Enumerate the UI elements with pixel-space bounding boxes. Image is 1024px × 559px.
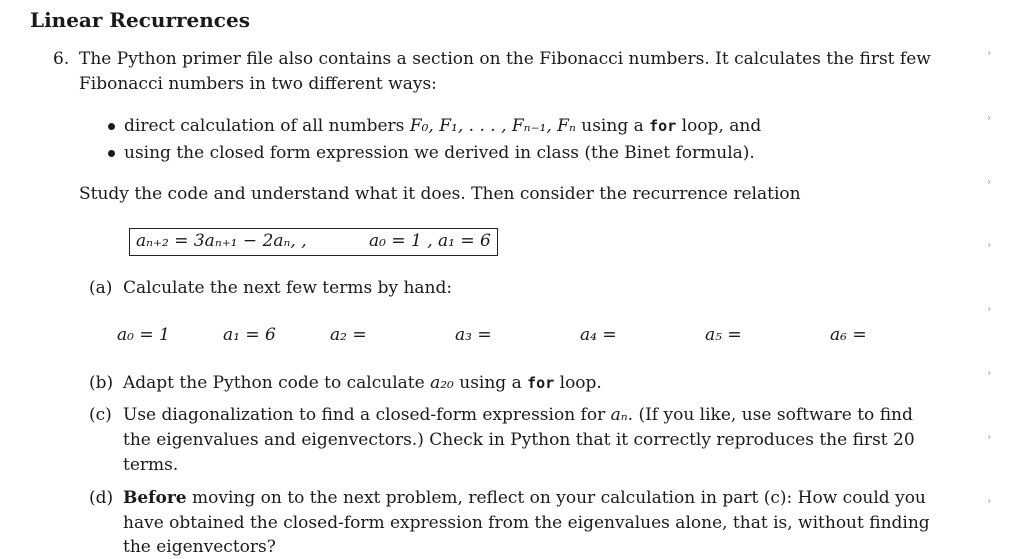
section-title: Linear Recurrences	[30, 8, 250, 32]
study-text: Study the code and understand what it does. Then consider the recurrence relation	[79, 184, 801, 204]
margin-arrow-icon: ›	[987, 175, 992, 188]
term-a0: a₀ = 1	[117, 325, 170, 345]
part-a-label: (a)	[89, 278, 113, 298]
part-d-bold: Before	[123, 488, 187, 508]
term-a5: a₅ =	[705, 325, 742, 345]
bullet-item-1	[124, 114, 761, 138]
part-c-line2: the eigenvalues and eigenvectors.) Check in Python that it correctly reproduces the first 20	[123, 430, 915, 450]
part-b-math: a₂₀	[430, 373, 454, 393]
bullet-dot	[108, 123, 115, 130]
part-b-text	[123, 371, 602, 395]
margin-arrow-icon: ›	[987, 111, 992, 124]
part-b-post: loop.	[554, 373, 602, 393]
part-b-pre: Adapt the Python code to calculate	[123, 373, 431, 393]
margin-arrow-icon: ›	[987, 430, 992, 443]
term-a3: a₃ =	[455, 325, 492, 345]
initial-conditions: a₀ = 1 , a₁ = 6	[369, 231, 491, 251]
bullet-1-text-post: loop, and	[676, 116, 762, 136]
bullet-item-2: using the closed form expression we derived in class (the Binet formula).	[124, 143, 755, 163]
part-d-line2: have obtained the closed-form expression from the eigenvalues alone, that is, without finding	[123, 513, 930, 533]
margin-arrow-icon: ›	[987, 494, 992, 507]
part-c-line1-post: . (If you like, use software to find	[627, 405, 913, 425]
part-c-line1-pre: Use diagonalization to find a closed-form expression for	[123, 405, 611, 425]
part-d-line1	[123, 486, 926, 510]
part-a-text: Calculate the next few terms by hand:	[123, 278, 453, 298]
part-c-math: aₙ	[610, 405, 628, 425]
bullet-1-text-mid: using a	[575, 116, 650, 136]
term-a2: a₂ =	[330, 325, 367, 345]
margin-arrow-icon: ›	[987, 46, 992, 59]
bullet-1-math: F₀, F₁, . . . , Fₙ₋₁, Fₙ	[409, 116, 576, 136]
part-b-label: (b)	[89, 373, 114, 393]
problem-number: 6.	[53, 49, 70, 69]
term-a6: a₆ =	[830, 325, 867, 345]
part-b-mid: using a	[453, 373, 528, 393]
problem-intro-line1: The Python primer file also contains a section on the Fibonacci numbers. It calculates the first few	[79, 49, 931, 69]
margin-arrow-icon: ›	[987, 238, 992, 251]
part-d-line1-rest: moving on to the next problem, reflect on your calculation in part (c): How could you	[186, 488, 926, 508]
bullet-1-code: for	[649, 117, 677, 135]
margin-arrow-icon: ›	[987, 302, 992, 315]
bullet-1-text-pre: direct calculation of all numbers	[124, 116, 410, 136]
bullet-dot	[108, 150, 115, 157]
problem-intro-line2: Fibonacci numbers in two different ways:	[79, 74, 437, 94]
part-b-code: for	[527, 374, 555, 392]
recurrence-equation: aₙ₊₂ = 3aₙ₊₁ − 2aₙ, ,	[136, 231, 307, 251]
part-c-label: (c)	[89, 405, 112, 425]
part-d-line3: the eigenvectors?	[123, 537, 276, 557]
part-c-line1	[123, 403, 913, 427]
part-c-line3: terms.	[123, 455, 179, 475]
term-a1: a₁ = 6	[223, 325, 276, 345]
margin-arrow-icon: ›	[987, 366, 992, 379]
term-a4: a₄ =	[580, 325, 617, 345]
part-d-label: (d)	[89, 488, 114, 508]
